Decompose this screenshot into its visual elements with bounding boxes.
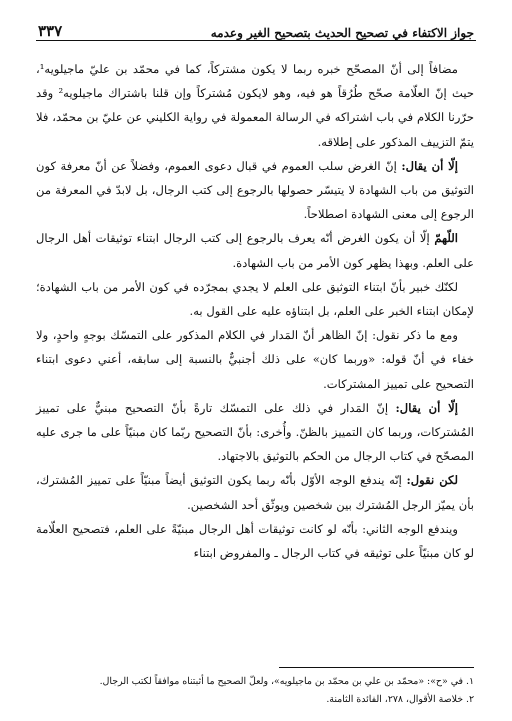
paragraph-3-lead: اللّهمّ bbox=[434, 231, 458, 246]
paragraph-7-text: إنّه يندفع الوجه الأوّل بأنّه ربما يكون التوثيق أيضاً مبنيّاً على تمييز المُشترك، بأن يميّز الرجل المُشترك بين شخصين ويوثّق أحد الشخصين. bbox=[36, 473, 474, 512]
paragraph-1: مضافاً إلى أنّ المصحّح خبره ربما لا يكون مشتركاً، كما في محمّد بن عليّ ماجيلويه¹، حيث إنّ العلّامة صحّح طُرُقاً هو فيه، وهو لايكون مُشتركاً وإن قلنا باشتراك ماجيلويه² وقد حرّرنا الكلام في باب اشتراكه في الرسالة المعمولة في رواية الكليني عن عليّ بن محمّد، فلا يتمّ التزييف المذكور على إطلاقه. bbox=[36, 62, 474, 149]
footnote-rule bbox=[279, 667, 474, 668]
header-rule bbox=[36, 40, 476, 41]
paragraph-6-text: إنّ المَدار في ذلك على التمسّك تارةً بأنّ التصحيح مبنيٌّ على تمييز المُشتركات، وربما كان التمييز بالظنّ. وأُخرى: بأنّ التصحيح ربّما كان مبنيّاً على ما جرى عليه المصحّح في كتاب الرجال من الحكم بالتوثيق بالاجتهاد. bbox=[36, 400, 474, 464]
paragraph-2-lead: إلّا أن يقال: bbox=[401, 158, 459, 173]
paragraph-8: ويندفع الوجه الثاني: بأنّه لو كانت توثيقات أهل الرجال مبنيّةً على العلم، فتصحيح العلّامة لو كان مبنيّاً على توثيقه في كتاب الرجال ـ والمفروض ابتناء bbox=[36, 521, 474, 561]
running-title: جواز الاكتفاء في تصحيح الحديث بتصحيح الغير وعدمه bbox=[210, 26, 474, 40]
running-header bbox=[38, 14, 474, 40]
main-text bbox=[36, 57, 474, 565]
paragraph-2-text: إنّ الغرض سلب العموم في قبال دعوى العموم، وفضلاً عن أنّ معرفة كون التوثيق من باب الشهادة لا يتيسّر حصولها بالرجوع إلى كتب الرجال، بل لابدّ في المعرفة من الرجوع إلى معنى الشهادة اصطلاحاً. bbox=[36, 158, 474, 222]
paragraph-6-lead: إلّا أن يقال: bbox=[395, 400, 458, 415]
footnote-1: ١. في «ح»: «محمّد بن علي بن محمّد بن ماجيلويه»، ولعلّ الصحيح ما أثبتناه موافقاً لكتب الرجال. bbox=[99, 676, 474, 687]
paragraph-3 bbox=[36, 226, 474, 274]
paragraph-7 bbox=[36, 468, 474, 516]
paragraph-6 bbox=[36, 396, 474, 469]
paragraph-4: لكنّك خبير بأنّ ابتناء التوثيق على العلم لا يجدي بمجرّده في كون الأمر من باب الشهادة؛ لإمكان ابتناء الخبر على العلم، بل ابتناؤه عليه على القول به. bbox=[36, 279, 474, 319]
footnote-2: ٢. خلاصة الأقوال، ٢٧٨، الفائدة الثامنة. bbox=[326, 694, 474, 705]
paragraph-3-text: إلّا أن يكون الغرض أنّه يعرف بالرجوع إلى كتب الرجال ابتناء توثيقات أهل الرجال على العلم. وبهذا يظهر كون الأمر من باب الشهادة. bbox=[36, 231, 474, 270]
page-number: ٣٣٧ bbox=[38, 22, 63, 40]
paragraph-7-lead: لكن نقول: bbox=[406, 473, 458, 488]
paragraph-5: ومع ما ذكر نقول: إنّ الظاهر أنّ المَدار في الكلام المذكور على التمسّك بوجهٍ واحدٍ، ولا خفاء في أنّ قوله: «وربما كان» على ذلك أجنبيٌّ بالنسبة إلى سابقه، أعني دعوى ابتناء التصحيح على تمييز المشتركات. bbox=[36, 328, 474, 391]
footnotes bbox=[38, 673, 474, 709]
paragraph-2 bbox=[36, 154, 474, 227]
